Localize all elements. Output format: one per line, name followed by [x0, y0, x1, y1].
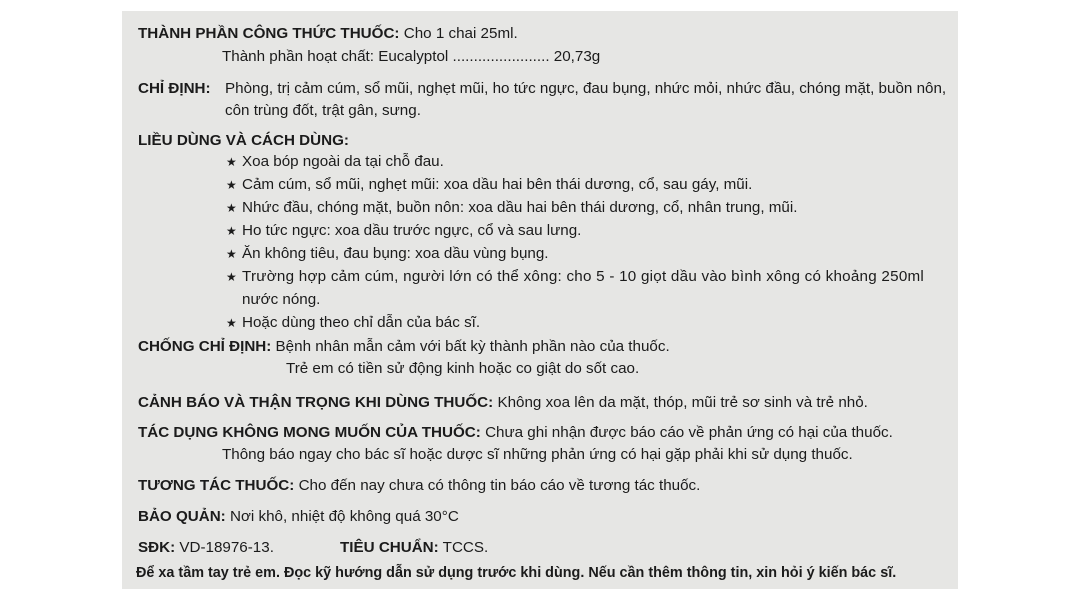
warnings-heading: CẢNH BÁO VÀ THẬN TRỌNG KHI DÙNG THUỐC: [138, 394, 494, 411]
side-effects-line [138, 423, 893, 443]
warnings-text: Không xoa lên da mặt, thóp, mũi trẻ sơ sinh và trẻ nhỏ. [497, 394, 868, 411]
standard-label: TIÊU CHUẨN: [340, 539, 439, 556]
dosage-item: ★ Xoa bóp ngoài da tại chỗ đau. [226, 153, 444, 170]
composition-text: Cho 1 chai 25ml. [403, 25, 518, 42]
dosage-item: ★ Ho tức ngực: xoa dầu trước ngực, cổ và sau lưng. [226, 222, 582, 239]
sdk-value: VD-18976-13. [179, 539, 274, 556]
composition-line [138, 24, 518, 44]
contraindications-heading: CHỐNG CHỈ ĐỊNH: [138, 338, 272, 355]
standard-value: TCCS. [442, 539, 489, 556]
contraindications-line [138, 337, 670, 357]
indications-line-1: Phòng, trị cảm cúm, sổ mũi, nghẹt mũi, ho tức ngực, đau bụng, nhức mỏi, nhức đầu, chóng mặt, buồn nôn, [225, 80, 947, 97]
dosage-heading: LIỀU DÙNG VÀ CÁCH DÙNG: [138, 132, 349, 149]
star-icon: ★ [226, 270, 238, 284]
standard-line [340, 538, 488, 558]
dosage-item: ★ Cảm cúm, sổ mũi, nghẹt mũi: xoa dầu hai bên thái dương, cổ, sau gáy, mũi. [226, 176, 753, 193]
star-icon: ★ [226, 201, 237, 215]
drug-label-card [122, 11, 958, 589]
composition-heading: THÀNH PHẦN CÔNG THỨC THUỐC: [138, 25, 400, 42]
sdk-label: SĐK: [138, 539, 176, 556]
dosage-item: ★ Ăn không tiêu, đau bụng: xoa dầu vùng bụng. [226, 245, 549, 262]
side-effects-heading: TÁC DỤNG KHÔNG MONG MUỐN CỦA THUỐC: [138, 424, 481, 441]
star-icon: ★ [226, 224, 237, 238]
storage-line [138, 507, 459, 527]
storage-text: Nơi khô, nhiệt độ không quá 30°C [229, 508, 459, 525]
side-effects-text-2: Thông báo ngay cho bác sĩ hoặc dược sĩ những phản ứng có hại gặp phải khi sử dụng thuốc. [222, 446, 853, 463]
indications-line-2: côn trùng đốt, trật gân, sưng. [225, 102, 421, 119]
interactions-line [138, 476, 700, 496]
active-ingredient-line: Thành phần hoạt chất: Eucalyptol ....................... 20,73g [222, 48, 601, 65]
indications-heading: CHỈ ĐỊNH: [138, 80, 211, 97]
interactions-text: Cho đến nay chưa có thông tin báo cáo về tương tác thuốc. [298, 477, 701, 494]
interactions-heading: TƯƠNG TÁC THUỐC: [138, 477, 295, 494]
star-icon: ★ [226, 178, 237, 192]
contraindications-text-2: Trẻ em có tiền sử động kinh hoặc co giật do sốt cao. [286, 360, 640, 377]
storage-heading: BẢO QUẢN: [138, 508, 226, 525]
dosage-item: ★ Trường hợp cảm cúm, người lớn có thể xông: cho 5 - 10 giọt dầu vào bình xông có khoảng 250ml [226, 268, 925, 285]
footer-warning: Để xa tầm tay trẻ em. Đọc kỹ hướng dẫn sử dụng trước khi dùng. Nếu cần thêm thông tin, xin hỏi ý kiến bác sĩ. [136, 565, 897, 581]
side-effects-text-1: Chưa ghi nhận được báo cáo về phản ứng có hại của thuốc. [485, 424, 893, 441]
dosage-item: ★ Hoặc dùng theo chỉ dẫn của bác sĩ. [226, 314, 481, 331]
dosage-item-continuation: nước nóng. [242, 291, 321, 308]
star-icon: ★ [226, 155, 237, 169]
sdk-line [138, 538, 274, 558]
star-icon: ★ [226, 247, 237, 261]
dosage-item: ★ Nhức đầu, chóng mặt, buồn nôn: xoa dầu hai bên thái dương, cổ, nhân trung, mũi. [226, 199, 798, 216]
contraindications-text-1: Bệnh nhân mẫn cảm với bất kỳ thành phần nào của thuốc. [275, 338, 670, 355]
star-icon: ★ [226, 316, 237, 330]
warnings-line [138, 393, 868, 413]
